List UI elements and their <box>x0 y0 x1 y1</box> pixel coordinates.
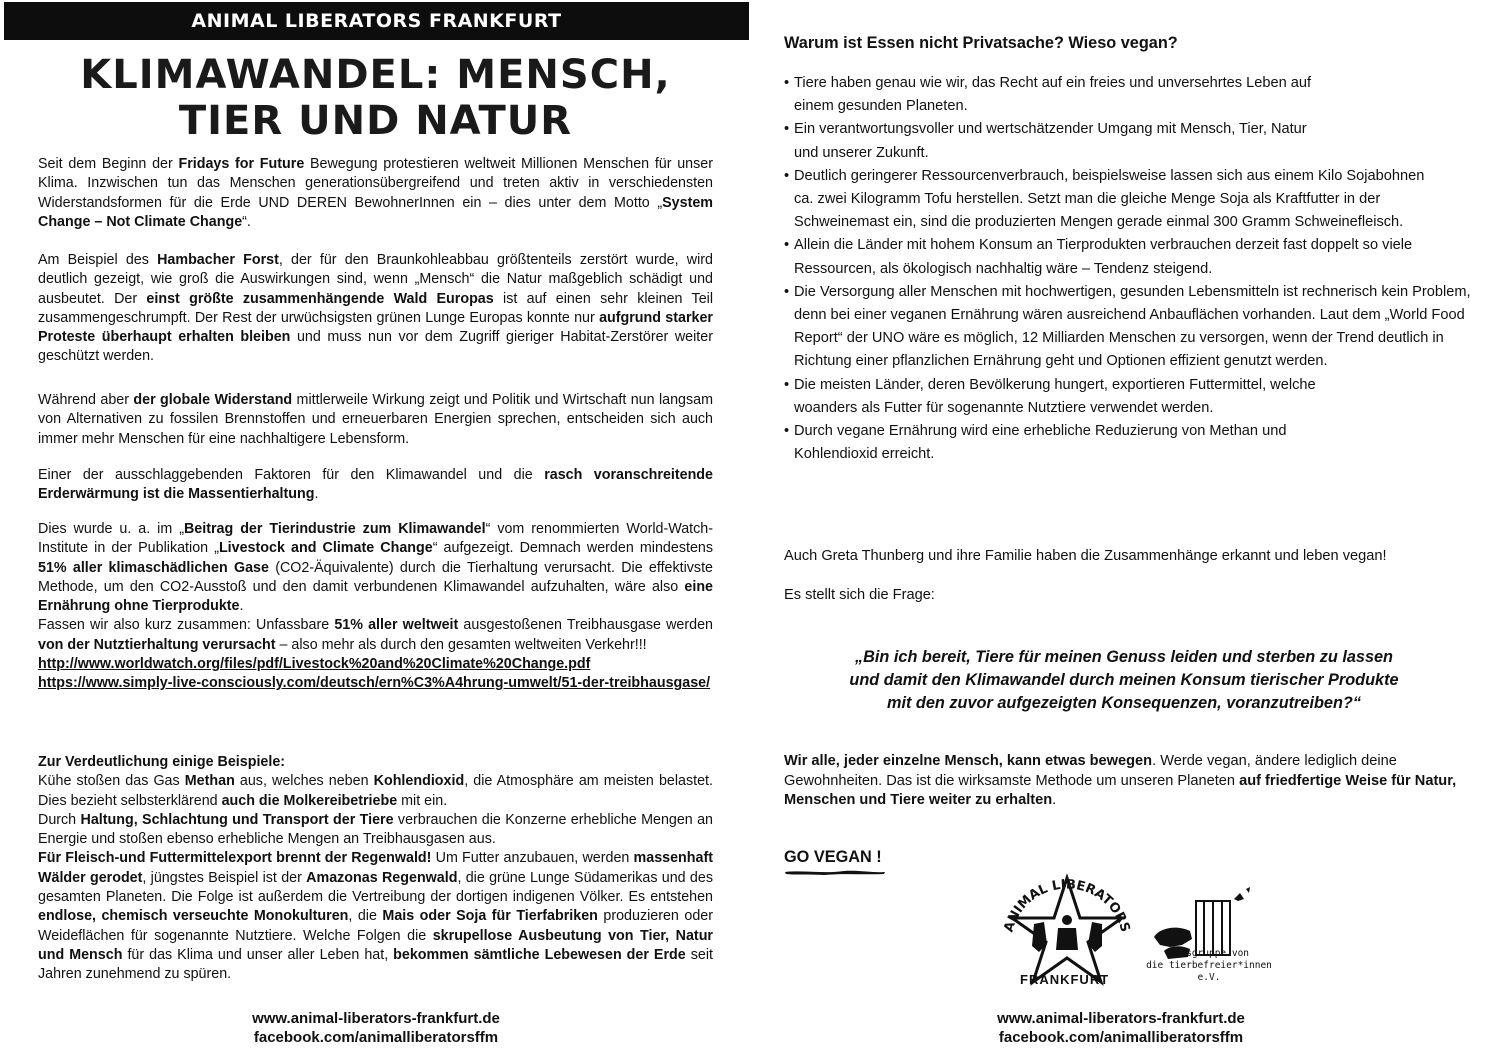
closing-paragraph: Wir alle, jeder einzelne Mensch, kann etwas bewegen. Werde vegan, ändere lediglich deine Gewohnheiten. Das ist die wirksamste Methode um unseren Planeten auf friedfertige Weise für Natur, Menschen und Tiere weiter zu erhalten. <box>784 753 1457 808</box>
logo1-bottom-text: FRANKFURT <box>1020 972 1110 987</box>
page-title <box>38 52 713 144</box>
title-line-1: KLIMAWANDEL: MENSCH, <box>80 52 671 98</box>
paragraph-factors: Einer der ausschlaggebenden Faktoren für den Klimawandel und die rasch voranschreitende Erderwärmung ist die Massentierhaltung. <box>38 467 713 503</box>
examples-section: Zur Verdeutlichung einige Beispiele: Kühe stoßen das Gas Methan aus, welches neben Kohlendioxid, die Atmosphäre am meisten belastet. Dies bezieht selbsterklärend auch die Molkereibetriebe mit ein. Durch Haltung, Schlachtung und Transport der Tiere verbrauchen die Konzerne erhebliche Mengen an Energie und stoßen ebenso erhebliche Mengen an Treibhausgasen aus. Für Fleisch-und Futtermittelexport brennt der Regenwald! Um Futter anzubauen, werden massenhaft Wälder gerodet, jüngstes Beispiel ist der Amazonas Regenwald, die grüne Lunge Südamerikas und des gesamten Planeten. Die Folge ist außerdem die Vertreibung der dortigen indigenen Völker. Es entstehen endlose, chemisch verseuchte Monokulturen, die Mais oder Soja für Tierfabriken produzieren oder Weideflächen für sogenannte Nutztiere. Welche Folgen die skrupellose Ausbeutung von Tier, Natur und Mensch für das Klima und unser aller Leben hat, bekommen sämtliche Lebewesen der Erde seit Jahren zunehmend zu spüren. <box>38 754 714 983</box>
right-footer <box>921 1009 1321 1047</box>
logo2-line-2: die tierbefreier*innen e.V. <box>1146 960 1272 983</box>
list-item: • Die Versorgung aller Menschen mit hochwertigen, gesunden Lebensmitteln ist rechnerisch kein Problem, denn bei einer veganen Ernährung wären ausreichend Anbauflächen vorhanden. Laut dem „World Food Report“ der UNO wäre es möglich, 12 Milliarden Menschen zu versorgen, wenn der Trend deutlich in Richtung einer pflanzlichen Ernährung geht und Optionen effizient genutzt werden. <box>784 281 1474 374</box>
paragraph-resistance: Während aber der globale Widerstand mittlerweile Wirkung zeigt und Politik und Wirtschaft nun langsam von Alternativen zu fossilen Brennstoffen und erneuerbaren Energien sprechen, entscheiden sich auch immer mehr Menschen für eine nachhaltigere Lebensform. <box>38 392 713 447</box>
list-item: • Die meisten Länder, deren Bevölkerung hungert, exportieren Futtermittel, welche woanders als Futter für sogenannte Nutztiere verwendet werden. <box>784 374 1354 420</box>
go-vegan-slogan: GO VEGAN ! <box>784 848 882 866</box>
worldwatch-link[interactable]: http://www.worldwatch.org/files/pdf/Livestock%20and%20Climate%20Change.pdf <box>38 656 591 673</box>
list-item: • Deutlich geringerer Ressourcenverbrauch, beispielsweise lassen sich aus einem Kilo Sojabohnen ca. zwei Kilogramm Tofu herstellen. Setzt man die gleiche Menge Soja als Kraftfutter in der Schweinemast ein, sind die produzierten Mengen gerade einmal 300 Gramm Schweinefleisch. <box>784 165 1434 235</box>
central-question <box>784 646 1464 715</box>
title-line-2: TIER UND NATUR <box>178 98 573 144</box>
logo2-line-1: Ortsgruppe von <box>1168 948 1250 959</box>
simply-live-link[interactable]: https://www.simply-live-consciously.com/deutsch/ern%C3%A4hrung-umwelt/51-der-treibhausgase/ <box>38 675 711 692</box>
org-banner: ANIMAL LIBERATORS FRANKFURT <box>4 2 749 40</box>
list-item: • Allein die Länder mit hohem Konsum an Tierprodukten verbrauchen derzeit fast doppelt so viele Ressourcen, als ökologisch nachhaltig wäre – Tendenz steigend. <box>784 234 1434 280</box>
examples-heading: Zur Verdeutlichung einige Beispiele: <box>38 754 286 770</box>
list-item: • Tiere haben genau wie wir, das Recht auf ein freies und unversehrtes Leben auf einem gesunden Planeten. <box>784 72 1334 118</box>
website-link[interactable]: www.animal-liberators-frankfurt.de <box>252 1010 500 1027</box>
greta-note: Auch Greta Thunberg und ihre Familie haben die Zusammenhänge erkannt und leben vegan! <box>784 548 1387 564</box>
paragraph-hambacher: Am Beispiel des Hambacher Forst, der für den Braunkohleabbau größtenteils zerstört wurde, wird deutlich gezeigt, wie groß die Auswirkungen sind, wenn „Mensch“ die Natur maßgeblich schädigt und ausbeutet. Der einst größte zusammenhängende Wald Europas ist auf einen sehr kleinen Teil zusammengeschrumpft. Der Rest der urwüchsigsten grünen Lunge Europas konnte nur aufgrund starker Proteste überhaupt erhalten bleiben und muss nun vor dem Zugriff gieriger Habitat-Zerstörer weiter geschützt werden. <box>38 252 713 365</box>
logo1-top-text: ANIMAL LIBERATORS <box>1001 877 1133 934</box>
reasons-list <box>784 72 1471 466</box>
quote-line-3: mit den zuvor aufgezeigten Konsequenzen, voranzutreiben?“ <box>886 694 1362 712</box>
brush-stroke-icon <box>784 869 886 875</box>
question-intro: Es stellt sich die Frage: <box>784 587 935 603</box>
list-item: • Ein verantwortungsvoller und wertschätzender Umgang mit Mensch, Tier, Natur und unserer Zukunft. <box>784 118 1334 164</box>
list-item: • Durch vegane Ernährung wird eine erhebliche Reduzierung von Methan und Kohlendioxid erreicht. <box>784 420 1354 466</box>
facebook-link[interactable]: facebook.com/animalliberatorsffm <box>998 1029 1244 1046</box>
left-footer <box>176 1009 576 1047</box>
section-heading: Warum ist Essen nicht Privatsache? Wieso vegan? <box>784 34 1178 52</box>
quote-line-2: und damit den Klimawandel durch meinen Konsum tierischer Produkte <box>849 671 1399 689</box>
quote-line-1: „Bin ich bereit, Tiere für meinen Genuss leiden und sterben zu lassen <box>854 648 1394 666</box>
website-link[interactable]: www.animal-liberators-frankfurt.de <box>997 1010 1245 1027</box>
paragraph-worldwatch: Dies wurde u. a. im „Beitrag der Tierindustrie zum Klimawandel“ vom renommierten World-Watch-Institute in der Publikation „Livestock and Climate Change“ aufgezeigt. Demnach werden mindestens 51% aller klimaschädlichen Gase (CO2-Äquivalente) durch die Tierhaltung verursacht. Die effektivste Methode, um den CO2-Ausstoß und den damit verbundenen Klimawandel aufzuhalten, wäre also eine Ernährung ohne Tierprodukte. Fassen wir also kurz zusammen: Unfassbare 51% aller weltweit ausgestoßenen Treibhausgase werden von der Nutztierhaltung verursacht – also mehr als durch den gesamten weltweiten Verkehr!!! http://www.worldwatch.org/files/pdf/Livestock%20and%20Climate%20Change.pdf https://www.simply-live-consciously.com/deutsch/ern%C3%A4hrung-umwelt/51-der-treibhausgase/ <box>38 521 714 692</box>
facebook-link[interactable]: facebook.com/animalliberatorsffm <box>253 1029 499 1046</box>
logo2-caption <box>1134 948 1284 984</box>
paragraph-intro: Seit dem Beginn der Fridays for Future Bewegung protestieren weltweit Millionen Menschen für unser Klima. Inzwischen tun das Menschen generationsübergreifend und treten aktiv in verschiedensten Widerstandsformen für die Erde UND DEREN BewohnerInnen ein – dies unter dem Motto „System Change – Not Climate Change“. <box>38 156 713 230</box>
